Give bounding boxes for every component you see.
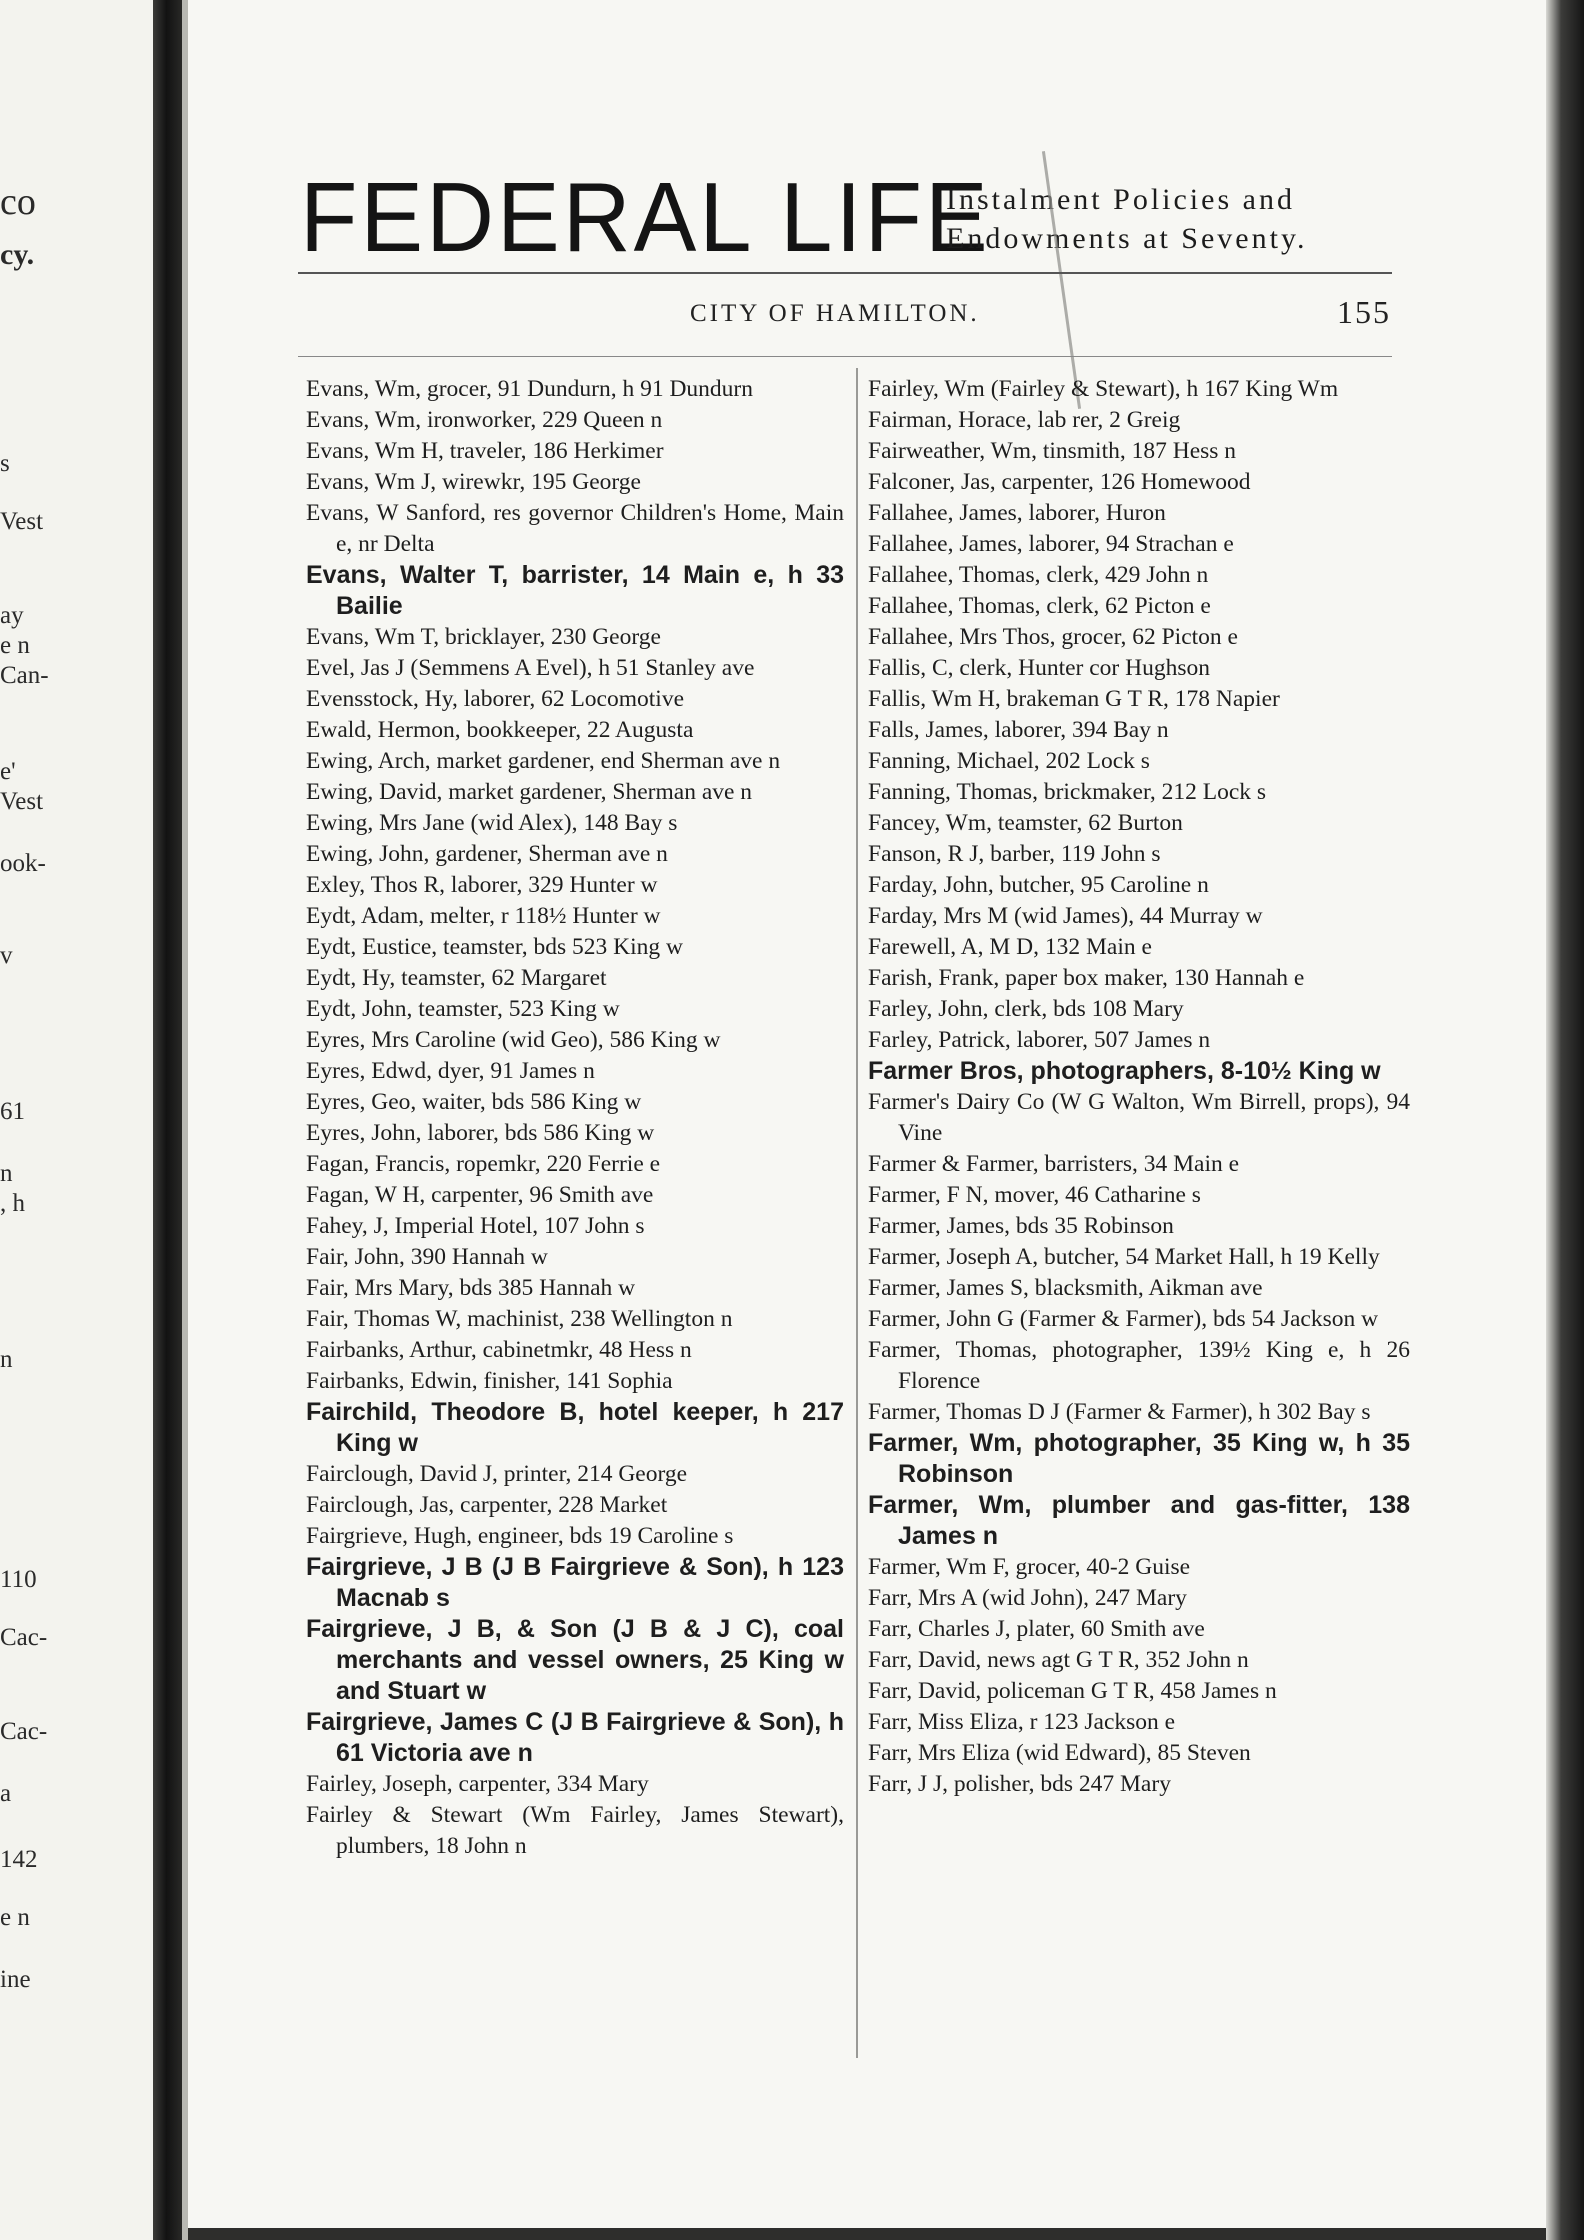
directory-entry: Evans, Wm J, wirewkr, 195 George [306, 469, 641, 495]
column-divider [856, 368, 858, 2058]
directory-entry: Farday, Mrs M (wid James), 44 Murray w [868, 903, 1263, 929]
previous-page-fragment: 110 [0, 1566, 37, 1593]
running-head: CITY OF HAMILTON. [690, 300, 980, 327]
directory-entry: Ewald, Hermon, bookkeeper, 22 Augusta [306, 717, 694, 743]
directory-entry: Fairbanks, Edwin, finisher, 141 Sophia [306, 1368, 673, 1394]
previous-page-fragment: co [0, 181, 36, 223]
tagline-line-2: Endowments at Seventy. [946, 222, 1308, 255]
directory-entry: Evensstock, Hy, laborer, 62 Locomotive [306, 686, 685, 712]
directory-entry: Farr, David, news agt G T R, 352 John n [868, 1647, 1249, 1673]
directory-entry: Fairley, Joseph, carpenter, 334 Mary [306, 1771, 649, 1797]
directory-entry: Farr, Mrs Eliza (wid Edward), 85 Steven [868, 1740, 1251, 1766]
directory-entry: Farmer, John G (Farmer & Farmer), bds 54 Jackson w [868, 1306, 1379, 1332]
directory-entry: Farmer, Wm, photographer, 35 King w, h 35 Robinson [868, 1429, 1410, 1488]
directory-entry: Eyres, Mrs Caroline (wid Geo), 586 King w [306, 1027, 721, 1053]
directory-entry: Evans, Wm H, traveler, 186 Herkimer [306, 438, 664, 464]
directory-entry: Fagan, W H, carpenter, 96 Smith ave [306, 1182, 654, 1208]
directory-entry: Ewing, Mrs Jane (wid Alex), 148 Bay s [306, 810, 678, 836]
directory-entry: Farmer & Farmer, barristers, 34 Main e [868, 1151, 1240, 1177]
directory-entry: Farewell, A, M D, 132 Main e [868, 934, 1152, 960]
directory-entry: Fairgrieve, Hugh, engineer, bds 19 Caroline s [306, 1523, 734, 1549]
directory-entry: Ewing, John, gardener, Sherman ave n [306, 841, 668, 867]
brand-title: FEDERAL LIFE [300, 161, 991, 272]
directory-entry: Fairman, Horace, lab rer, 2 Greig [868, 407, 1181, 433]
directory-entry: Fairgrieve, J B (J B Fairgrieve & Son), h 123 Macnab s [306, 1553, 844, 1612]
directory-entry: Farmer's Dairy Co (W G Walton, Wm Birrell, props), 94 Vine [868, 1089, 1410, 1146]
directory-entry: Farmer, F N, mover, 46 Catharine s [868, 1182, 1201, 1208]
directory-entry: Fallahee, James, laborer, 94 Strachan e [868, 531, 1234, 557]
directory-entry: Fairgrieve, J B, & Son (J B & J C), coal merchants and vessel owners, 25 King w and Stuart w [306, 1615, 844, 1705]
previous-page-fragment: e n [0, 632, 30, 659]
previous-page-fragment: s [0, 450, 10, 477]
running-head-rule [298, 356, 1392, 357]
directory-entry: Fairley & Stewart (Wm Fairley, James Stewart), plumbers, 18 John n [306, 1802, 844, 1859]
directory-entry: Fallahee, Thomas, clerk, 429 John n [868, 562, 1209, 588]
previous-page-fragment: cy. [0, 238, 35, 271]
previous-page-fragment: n [0, 1346, 13, 1373]
directory-entry: Falconer, Jas, carpenter, 126 Homewood [868, 469, 1251, 495]
directory-entry: Fanning, Thomas, brickmaker, 212 Lock s [868, 779, 1267, 805]
directory-entry: Farmer, James, bds 35 Robinson [868, 1213, 1174, 1239]
page-right-edge [1546, 0, 1584, 2240]
previous-page-fragment: , h [0, 1190, 25, 1217]
directory-entry: Fallahee, Thomas, clerk, 62 Picton e [868, 593, 1211, 619]
previous-page-fragment: 142 [0, 1846, 38, 1873]
directory-entry: Eydt, Adam, melter, r 118½ Hunter w [306, 903, 661, 929]
directory-entry: Fair, John, 390 Hannah w [306, 1244, 548, 1270]
directory-entry: Farr, Charles J, plater, 60 Smith ave [868, 1616, 1205, 1642]
previous-page-fragment: Can- [0, 662, 49, 689]
directory-entry: Evans, Wm, grocer, 91 Dundurn, h 91 Dundurn [306, 376, 754, 402]
directory-entry: Evel, Jas J (Semmens A Evel), h 51 Stanley ave [306, 655, 755, 681]
directory-entry: Fallis, Wm H, brakeman G T R, 178 Napier [868, 686, 1280, 712]
directory-entry: Fairclough, David J, printer, 214 George [306, 1461, 688, 1487]
directory-entry: Ewing, Arch, market gardener, end Sherman ave n [306, 748, 781, 774]
previous-page-fragment: a [0, 1780, 12, 1807]
directory-entry: Eyres, Edwd, dyer, 91 James n [306, 1058, 595, 1084]
tagline-line-1: Instalment Policies and [946, 183, 1295, 216]
directory-entry: Farmer, Thomas, photographer, 139½ King e, h 26 Florence [868, 1337, 1410, 1394]
previous-page-fragment: Cac- [0, 1624, 48, 1651]
directory-entry: Farmer, Wm F, grocer, 40-2 Guise [868, 1554, 1191, 1580]
directory-entry: Fairbanks, Arthur, cabinetmkr, 48 Hess n [306, 1337, 692, 1363]
previous-page-fragment: 61 [0, 1098, 25, 1125]
directory-entry: Fairley, Wm (Fairley & Stewart), h 167 King Wm [868, 376, 1339, 402]
directory-entry: Evans, W Sanford, res governor Children's Home, Main e, nr Delta [306, 500, 844, 557]
directory-entry: Fanning, Michael, 202 Lock s [868, 748, 1150, 774]
directory-entry: Farley, Patrick, laborer, 507 James n [868, 1027, 1211, 1053]
directory-entry: Falls, James, laborer, 394 Bay n [868, 717, 1169, 743]
directory-entry: Fallis, C, clerk, Hunter cor Hughson [868, 655, 1211, 681]
directory-entry: Evans, Wm, ironworker, 229 Queen n [306, 407, 663, 433]
book-spine [153, 0, 183, 2240]
previous-page-sliver [0, 0, 168, 2240]
directory-entry: Eyres, Geo, waiter, bds 586 King w [306, 1089, 642, 1115]
directory-entry: Eydt, Eustice, teamster, bds 523 King w [306, 934, 683, 960]
directory-entry: Fancey, Wm, teamster, 62 Burton [868, 810, 1183, 836]
directory-entry: Eydt, John, teamster, 523 King w [306, 996, 620, 1022]
directory-entry: Fallahee, Mrs Thos, grocer, 62 Picton e [868, 624, 1238, 650]
directory-entry: Fahey, J, Imperial Hotel, 107 John s [306, 1213, 645, 1239]
directory-entry: Fallahee, James, laborer, Huron [868, 500, 1166, 526]
directory-entry: Eydt, Hy, teamster, 62 Margaret [306, 965, 607, 991]
directory-entry: Farday, John, butcher, 95 Caroline n [868, 872, 1209, 898]
previous-page-fragment: Cac- [0, 1718, 48, 1745]
previous-page-fragment: ook- [0, 850, 46, 877]
directory-entry: Fairweather, Wm, tinsmith, 187 Hess n [868, 438, 1237, 464]
directory-column-left [306, 374, 844, 1862]
header-rule [298, 272, 1392, 274]
directory-entry: Exley, Thos R, laborer, 329 Hunter w [306, 872, 658, 898]
directory-entry: Fagan, Francis, ropemkr, 220 Ferrie e [306, 1151, 661, 1177]
directory-entry: Farr, Miss Eliza, r 123 Jackson e [868, 1709, 1176, 1735]
directory-entry: Fairclough, Jas, carpenter, 228 Market [306, 1492, 668, 1518]
directory-entry: Eyres, John, laborer, bds 586 King w [306, 1120, 655, 1146]
previous-page-fragment: e n [0, 1904, 30, 1931]
directory-entry: Farr, David, policeman G T R, 458 James n [868, 1678, 1277, 1704]
directory-entry: Evans, Walter T, barrister, 14 Main e, h 33 Bailie [306, 561, 844, 620]
directory-entry: Farish, Frank, paper box maker, 130 Hannah e [868, 965, 1305, 991]
previous-page-fragment: Vest [0, 788, 44, 815]
page-bottom-edge [188, 2228, 1546, 2240]
directory-entry: Farmer Bros, photographers, 8-10½ King w [868, 1057, 1381, 1085]
directory-entry: Evans, Wm T, bricklayer, 230 George [306, 624, 661, 650]
previous-page-fragment: e' [0, 758, 16, 785]
directory-entry: Farmer, Thomas D J (Farmer & Farmer), h 302 Bay s [868, 1399, 1371, 1425]
directory-entry: Fanson, R J, barber, 119 John s [868, 841, 1161, 867]
directory-entry: Fair, Thomas W, machinist, 238 Wellington n [306, 1306, 733, 1332]
directory-entry: Farmer, James S, blacksmith, Aikman ave [868, 1275, 1263, 1301]
directory-entry: Fairchild, Theodore B, hotel keeper, h 217 King w [306, 1398, 844, 1457]
directory-entry: Farmer, Wm, plumber and gas-fitter, 138 James n [868, 1491, 1410, 1550]
previous-page-fragment: Vest [0, 508, 44, 535]
directory-entry: Ewing, David, market gardener, Sherman ave n [306, 779, 753, 805]
directory-entry: Farmer, Joseph A, butcher, 54 Market Hall, h 19 Kelly [868, 1244, 1380, 1270]
brand-tagline [946, 180, 1308, 258]
previous-page-fragment: v [0, 942, 13, 969]
previous-page-fragment: ay [0, 602, 24, 629]
page-number: 155 [1337, 294, 1391, 330]
directory-entry: Fairgrieve, James C (J B Fairgrieve & Son), h 61 Victoria ave n [306, 1708, 844, 1767]
directory-entry: Fair, Mrs Mary, bds 385 Hannah w [306, 1275, 636, 1301]
directory-entry: Farley, John, clerk, bds 108 Mary [868, 996, 1184, 1022]
directory-column-right [868, 374, 1410, 1800]
previous-page-fragment: n [0, 1160, 13, 1187]
directory-entry: Farr, J J, polisher, bds 247 Mary [868, 1771, 1171, 1797]
previous-page-fragment: ine [0, 1966, 31, 1993]
directory-entry: Farr, Mrs A (wid John), 247 Mary [868, 1585, 1187, 1611]
